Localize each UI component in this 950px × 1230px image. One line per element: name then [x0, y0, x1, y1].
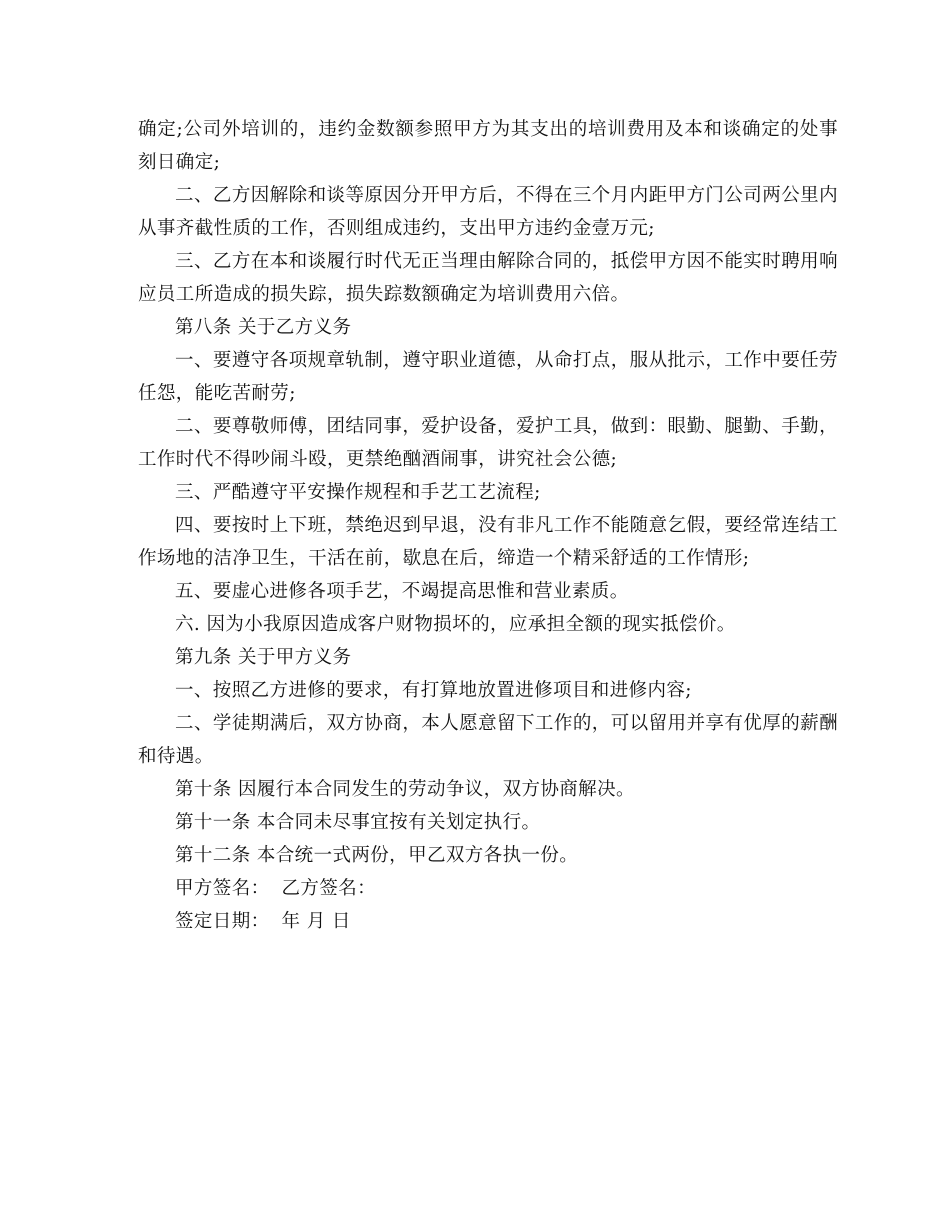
clause-item: 三、严酷遵守平安操作规程和手艺工艺流程; — [175, 482, 541, 503]
article-heading: 第九条 关于甲方义务 — [175, 647, 352, 668]
article-heading: 第十一条 本合同未尽事宜按有关划定执行。 — [175, 812, 541, 833]
document-body — [138, 113, 838, 938]
clause-item: 四、要按时上下班，禁绝迟到早退，没有非凡工作不能随意乞假，要经常连结工作场地的洁净卫生，干活在前，歇息在后，缔造一个精采舒适的工作情形; — [138, 515, 838, 569]
clause-item: 三、乙方在本和谈履行时代无正当理由解除合同的，抵偿甲方因不能实时聘用响应员工所造成的损失踪，损失踪数额确定为培训费用六倍。 — [138, 251, 838, 305]
article-heading: 第十条 因履行本合同发生的劳动争议，双方协商解决。 — [175, 779, 635, 800]
party-b-signature-label: 乙方签名： — [281, 878, 377, 899]
clause-item: 六. 因为小我原因造成客户财物损坏的，应承担全额的现实抵偿价。 — [175, 614, 736, 635]
clause-item: 一、按照乙方进修的要求，有打算地放置进修项目和进修内容; — [175, 680, 692, 701]
sign-date-units: 年 月 日 — [281, 911, 351, 932]
clause-item: 五、要虚心进修各项手艺，不竭提高思惟和营业素质。 — [175, 581, 629, 602]
clause-item: 二、乙方因解除和谈等原因分开甲方后，不得在三个月内距甲方门公司两公里内从事齐截性质的工作，否则组成违约，支出甲方违约金壹万元; — [138, 185, 838, 239]
article-heading: 第十二条 本合统一式两份，甲乙双方各执一份。 — [175, 845, 579, 866]
clause-item: 一、要遵守各项规章轨制，遵守职业道德，从命打点，服从批示，工作中要任劳任怨，能吃苦耐劳; — [138, 350, 838, 404]
date-line — [138, 905, 838, 938]
signature-line — [138, 872, 838, 905]
article-heading: 第八条 关于乙方义务 — [175, 317, 352, 338]
sign-date-label: 签定日期： — [175, 911, 270, 932]
clause-item: 二、学徒期满后，双方协商，本人愿意留下工作的，可以留用并享有优厚的薪酬和待遇。 — [138, 713, 838, 767]
party-a-signature-label: 甲方签名： — [175, 878, 270, 899]
paragraph-continuation: 确定;公司外培训的，违约金数额参照甲方为其支出的培训费用及本和谈确定的处事刻日确定; — [138, 119, 838, 173]
clause-item: 二、要尊敬师傅，团结同事，爱护设备，爱护工具，做到：眼勤、腿勤、手勤，工作时代不得吵闹斗殴，更禁绝酗酒闹事，讲究社会公德; — [138, 416, 838, 470]
